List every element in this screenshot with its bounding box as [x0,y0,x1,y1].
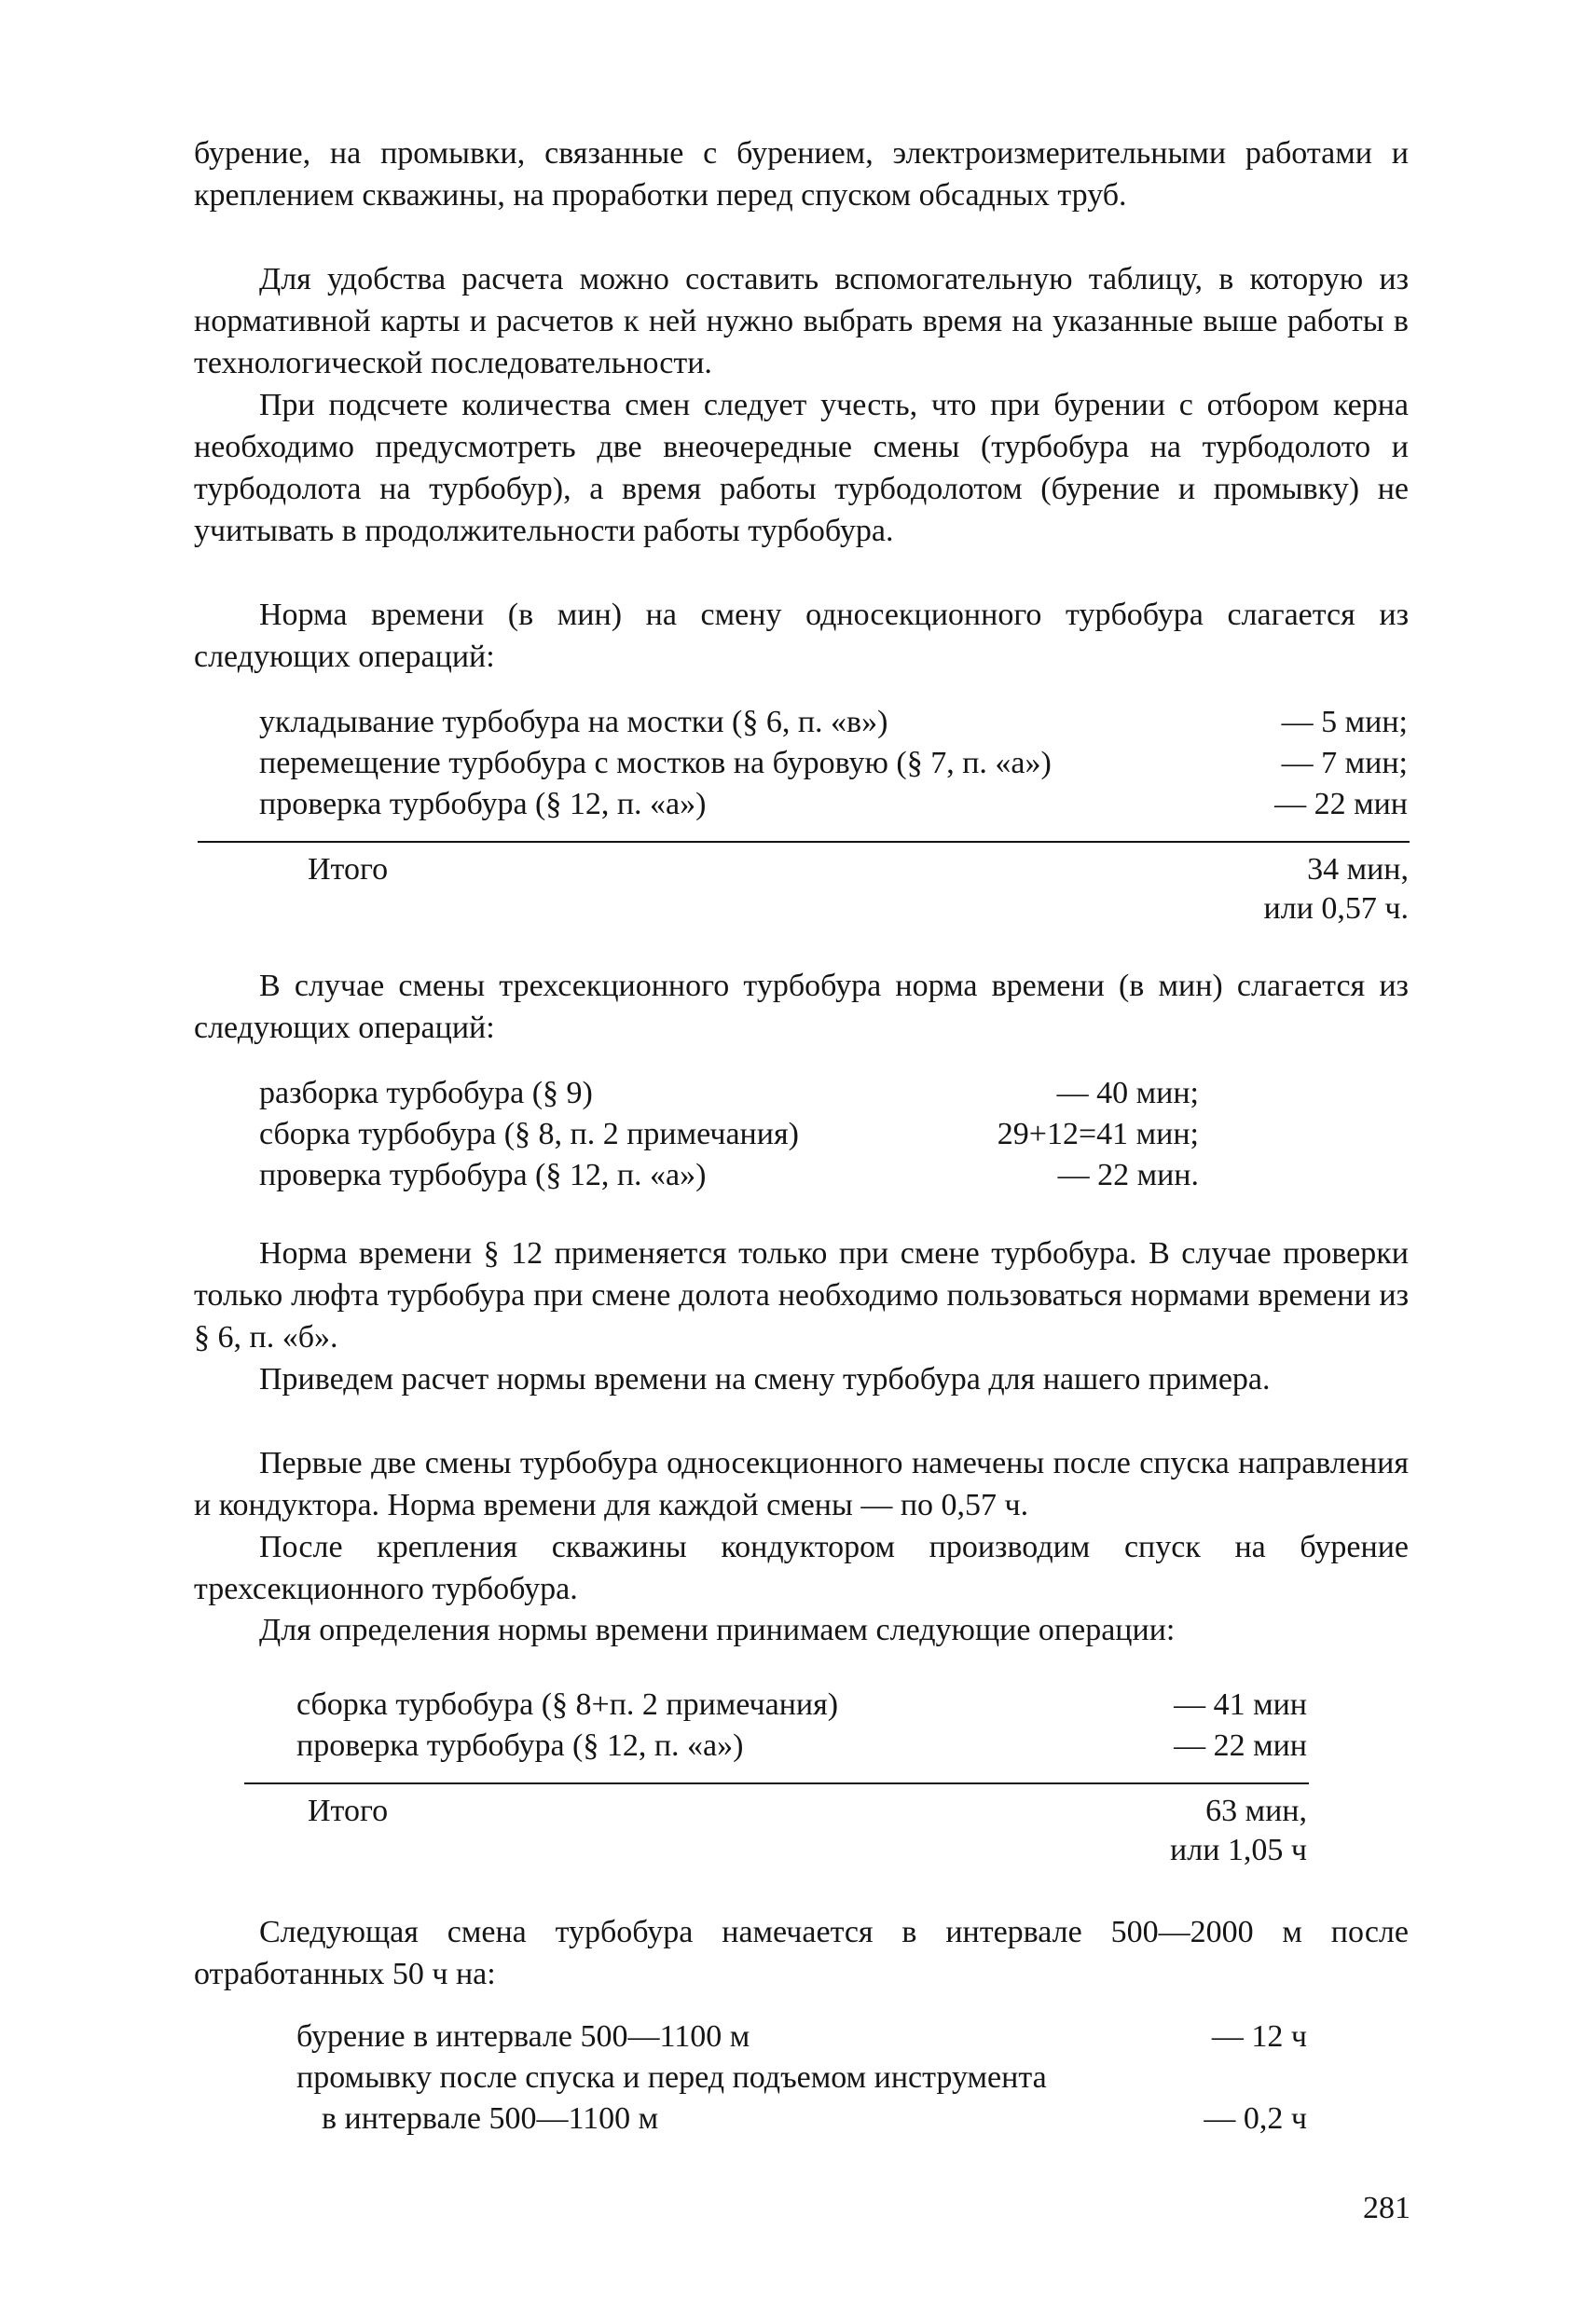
total-value: 34 мин, [1307,852,1409,887]
operation-time: — 40 мин; [1056,1076,1199,1110]
paragraph: Первые две смены турбобура односекционного намечены после спуска направления и кондуктора. Норма времени для каждой смены — по 0,57 ч. [194,1446,1409,1522]
list-item [259,1154,1199,1196]
operation-time: — 22 мин [1174,1728,1307,1763]
list-item [322,2098,1307,2140]
list-item [296,2057,1307,2099]
paragraph: Для определения нормы времени принимаем следующие операции: [259,1613,1176,1647]
operation-label: проверка турбобура (§ 12, п. «а») [296,1728,744,1763]
paragraph: После крепления скважины кондуктором производим спуск на бурение трехсекционного турбобура. [194,1530,1409,1606]
total-label: Итого [308,852,389,887]
total-value: 63 мин, [1205,1794,1307,1828]
operation-time: 29+12=41 мин; [997,1117,1199,1151]
total-value-hours: или 1,05 ч [1170,1833,1307,1867]
list-item [296,1725,1307,1767]
list-item [296,1684,1307,1726]
paragraph: Приведем расчет нормы времени на смену турбобура для нашего примера. [259,1362,1271,1397]
operation-label: в интервале 500—1100 м [322,2101,659,2136]
paragraph: Норма времени § 12 применяется только при смене турбобура. В случае проверки только люфта турбобура при смене долота необходимо пользоваться нормами времени из § 6, п. «б». [194,1236,1409,1355]
operation-time: — 22 мин [1274,787,1408,821]
operation-time: — 0,2 ч [1204,2101,1307,2136]
total-divider [244,1782,1309,1784]
paragraph: бурение, на промывки, связанные с бурением, электроизмерительными работами и креплением скважины, на проработки перед спуском обсадных труб. [194,136,1409,213]
operation-label: сборка турбобура (§ 8+п. 2 примечания) [296,1687,839,1722]
paragraph: Для удобства расчета можно составить вспомогательную таблицу, в которую из нормативной карты и расчетов к ней нужно выбрать время на указанные выше работы в технологической последовательности. [194,262,1409,380]
operation-time: — 12 ч [1211,2019,1307,2054]
list-item [259,701,1408,743]
operation-label: бурение в интервале 500—1100 м [296,2019,750,2054]
list-item [259,742,1408,784]
list-item [259,783,1408,825]
total-value-hours: или 0,57 ч. [1263,891,1409,926]
operation-label: разборка турбобура (§ 9) [259,1076,593,1110]
operation-label: промывку после спуска и перед подъемом инструмента [296,2060,1047,2095]
operation-label: укладывание турбобура на мостки (§ 6, п. «в») [259,705,888,739]
paragraph: Норма времени (в мин) на смену односекционного турбобура слагается из следующих операций: [194,598,1409,674]
page-number: 281 [1363,2191,1410,2225]
operation-label: проверка турбобура (§ 12, п. «а») [259,1158,707,1192]
operation-label: перемещение турбобура с мостков на буровую (§ 7, п. «а») [259,746,1052,780]
operation-time: — 41 мин [1174,1687,1307,1722]
operation-time: — 7 мин; [1281,746,1408,780]
paragraph: В случае смены трехсекционного турбобура норма времени (в мин) слагается из следующих операций: [194,969,1409,1045]
operation-label: сборка турбобура (§ 8, п. 2 примечания) [259,1117,799,1151]
total-label: Итого [308,1794,389,1828]
operation-time: — 5 мин; [1281,705,1408,739]
total-divider [198,841,1410,843]
operation-label: проверка турбобура (§ 12, п. «а») [259,787,707,821]
list-item [296,2016,1307,2057]
operation-time: — 22 мин. [1057,1158,1199,1192]
paragraph: Следующая смена турбобура намечается в интервале 500—2000 м после отработанных 50 ч на: [194,1915,1409,1991]
list-item [259,1072,1199,1114]
paragraph: При подсчете количества смен следует учесть, что при бурении с отбором керна необходимо предусмотреть две внеочередные смены (турбобура на турбодолото и турбодолота на турбобур), а время работы турбодолотом (бурение и промывку) не учитывать в продолжительности работы турбобура. [194,388,1409,548]
list-item [259,1113,1199,1155]
